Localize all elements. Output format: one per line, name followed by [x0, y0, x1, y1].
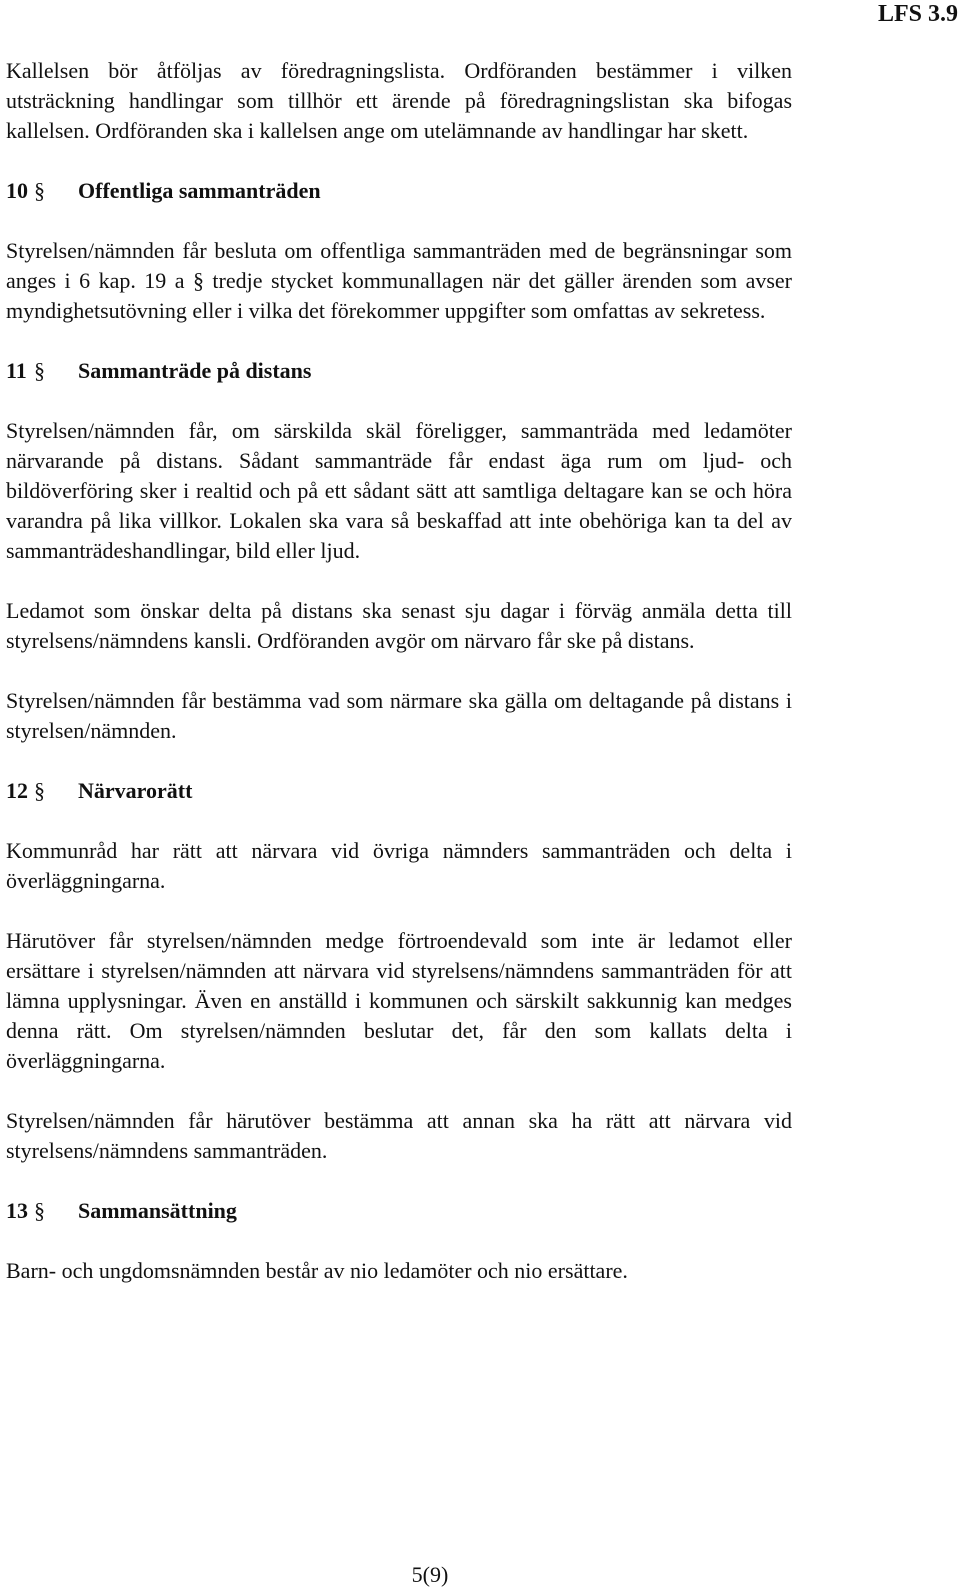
section-number: 13: [6, 1198, 28, 1223]
section-13-paragraph-1: Barn- och ungdomsnämnden består av nio ledamöter och nio ersättare.: [6, 1258, 628, 1283]
section-title: Närvarorätt: [78, 778, 193, 803]
section-11-heading: [6, 356, 792, 386]
document-code: LFS 3.9: [877, 1, 958, 27]
section-symbol: §: [34, 358, 45, 383]
section-title: Offentliga sammanträden: [78, 178, 321, 203]
section-10-heading: [6, 176, 792, 206]
section-13-heading: [6, 1196, 792, 1226]
section-11-paragraph-1: Styrelsen/nämnden får, om särskilda skäl föreligger, sammanträda med ledamöter närvarande på distans. Sådant sammanträde får endast äga rum om ljud- och bildöverföring sker i realtid och på ett sådant sätt att samtliga deltagare kan se och höra varandra på lika villkor. Lokalen ska vara så beskaffad att inte obehöriga kan ta del av sammanträdeshandlingar, bild eller ljud.: [6, 418, 792, 563]
document-body: [6, 56, 792, 1286]
section-12-heading: [6, 776, 792, 806]
section-title: Sammansättning: [78, 1198, 237, 1223]
section-symbol: §: [34, 178, 45, 203]
section-12-paragraph-1: Kommunråd har rätt att närvara vid övriga nämnders sammanträden och delta i överläggningarna.: [6, 838, 792, 893]
section-number: 11: [6, 358, 27, 383]
section-10-paragraph-1: Styrelsen/nämnden får besluta om offentliga sammanträden med de begränsningar som anges i 6 kap. 19 a § tredje stycket kommunallagen när det gäller ärenden som avser myndighetsutövning eller i vilka det förekommer uppgifter som omfattas av sekretess.: [6, 238, 792, 323]
section-number: 10: [6, 178, 28, 203]
section-11-paragraph-2: Ledamot som önskar delta på distans ska senast sju dagar i förväg anmäla detta till styrelsens/nämndens kansli. Ordföranden avgör om närvaro får ske på distans.: [6, 598, 792, 653]
intro-paragraph: Kallelsen bör åtföljas av föredragningslista. Ordföranden bestämmer i vilken utsträckning handlingar som tillhör ett ärende på föredragningslistan ska bifogas kallelsen. Ordföranden ska i kallelsen ange om utelämnande av handlingar har skett.: [6, 58, 792, 143]
section-11-paragraph-3: Styrelsen/nämnden får bestämma vad som närmare ska gälla om deltagande på distans i styrelsen/nämnden.: [6, 688, 792, 743]
section-12-paragraph-2: Härutöver får styrelsen/nämnden medge förtroendevald som inte är ledamot eller ersättare i styrelsen/nämnden att närvara vid styrelsens/nämndens sammanträden för att lämna upplysningar. Även en anställd i kommunen och särskilt sakkunnig kan medges denna rätt. Om styrelsen/nämnden beslutar det, får den som kallats delta i överläggningarna.: [6, 928, 792, 1073]
section-symbol: §: [34, 778, 45, 803]
section-title: Sammanträde på distans: [78, 358, 312, 383]
section-symbol: §: [34, 1198, 45, 1223]
section-number: 12: [6, 778, 28, 803]
page-number: 5(9): [411, 1562, 449, 1587]
section-12-paragraph-3: Styrelsen/nämnden får härutöver bestämma att annan ska ha rätt att närvara vid styrelsens/nämndens sammanträden.: [6, 1108, 792, 1163]
